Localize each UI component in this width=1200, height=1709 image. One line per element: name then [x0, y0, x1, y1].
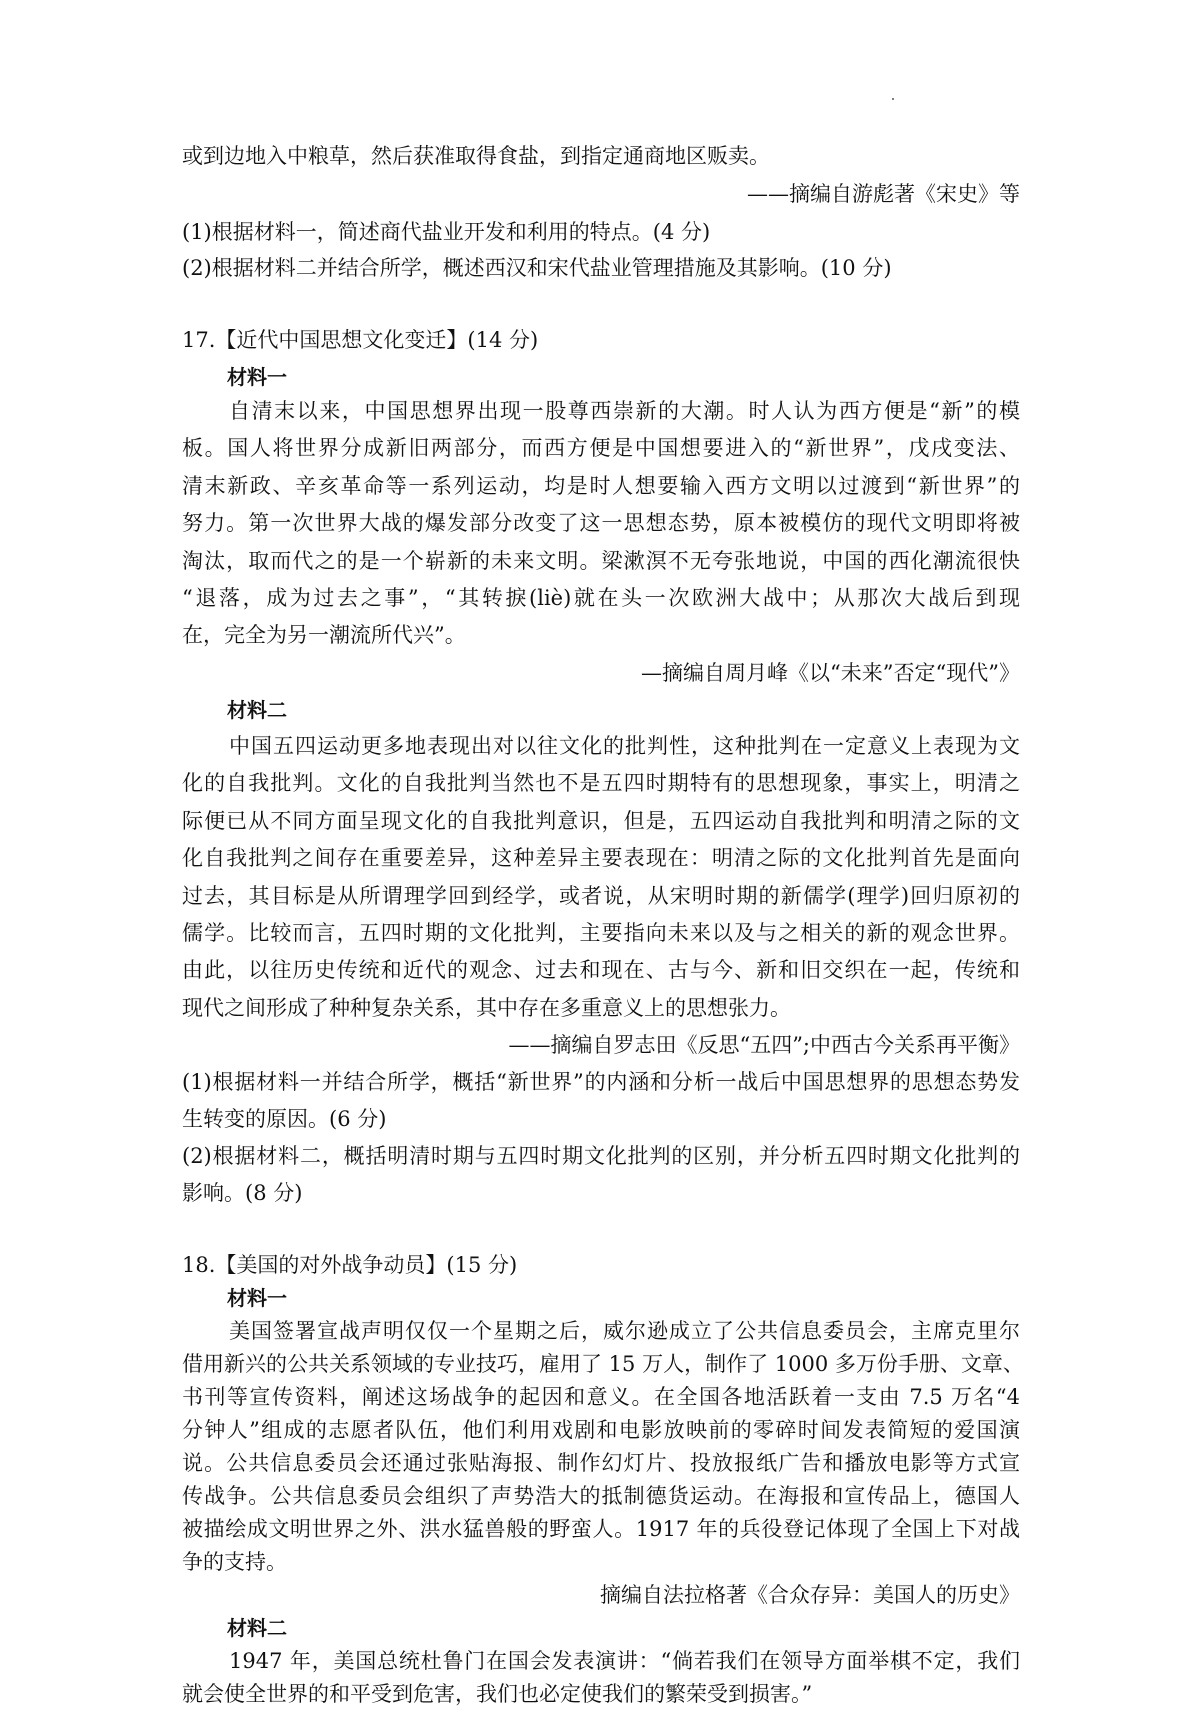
q17-m2-line: 化的自我批判。文化的自我批判当然也不是五四时期特有的思想现象，事实上，明清之 [182, 771, 1020, 795]
q16-question-2: (2)根据材料二并结合所学，概述西汉和宋代盐业管理措施及其影响。(10 分) [182, 256, 892, 280]
q16-question-1: (1)根据材料一，简述商代盐业开发和利用的特点。(4 分) [182, 220, 711, 244]
q17-m1-source: —摘编自周月峰《以“未来”否定“现代”》 [641, 661, 1020, 685]
q18-m1-line: 说。公共信息委员会还通过张贴海报、制作幻灯片、投放报纸广告和播放电影等方式宣 [182, 1451, 1020, 1475]
q18-m1-line: 传战争。公共信息委员会组织了声势浩大的抵制德货运动。在海报和宣传品上，德国人 [182, 1484, 1020, 1508]
q18-material-1-label: 材料一 [227, 1286, 287, 1310]
q17-m2-line: 儒学。比较而言，五四时期的文化批判，主要指向未来以及与之相关的新的观念世界。 [182, 921, 1020, 945]
q17-m1-line: “退落，成为过去之事”，“其转捩(liè)就在头一次欧洲大战中；从那次大战后到现 [182, 586, 1020, 610]
q17-question-2: 影响。(8 分) [182, 1181, 303, 1205]
scan-dot [892, 98, 894, 100]
q17-m1-line: 淘汰，取而代之的是一个崭新的未来文明。梁漱溟不无夸张地说，中国的西化潮流很快 [182, 549, 1020, 573]
q16-source: ——摘编自游彪著《宋史》等 [747, 182, 1020, 206]
q17-title: 17.【近代中国思想文化变迁】(14 分) [182, 328, 539, 352]
q18-material-2-label: 材料二 [227, 1616, 287, 1640]
q18-m1-line: 书刊等宣传资料，阐述这场战争的起因和意义。在全国各地活跃着一支由 7.5 万名“4 [182, 1385, 1020, 1409]
q17-m1-line: 清末新政、辛亥革命等一系列运动，均是时人想要输入西方文明以过渡到“新世界”的 [182, 474, 1020, 498]
q17-question-1: 生转变的原因。(6 分) [182, 1107, 387, 1131]
q17-m1-line: 努力。第一次世界大战的爆发部分改变了这一思想态势，原本被模仿的现代文明即将被 [182, 511, 1020, 535]
q17-m2-line: 现代之间形成了种种复杂关系，其中存在多重意义上的思想张力。 [182, 996, 791, 1020]
q17-m2-line: 中国五四运动更多地表现出对以往文化的批判性，这种批判在一定意义上表现为文 [229, 734, 1020, 758]
q18-m1-line: 争的支持。 [182, 1550, 287, 1574]
q18-m1-line: 借用新兴的公共关系领域的专业技巧，雇用了 15 万人，制作了 1000 多万份手册、文章、 [182, 1352, 1024, 1376]
q17-material-1-label: 材料一 [227, 365, 287, 389]
q17-m2-source: ——摘编自罗志田《反思“五四”;中西古今关系再平衡》 [508, 1033, 1020, 1057]
q18-m1-line: 美国签署宣战声明仅仅一个星期之后，威尔逊成立了公共信息委员会，主席克里尔 [229, 1319, 1020, 1343]
q17-question-1: (1)根据材料一并结合所学，概括“新世界”的内涵和分析一战后中国思想界的思想态势发 [182, 1070, 1020, 1094]
q17-m2-line: 化自我批判之间存在重要差异，这种差异主要表现在：明清之际的文化批判首先是面向 [182, 846, 1020, 870]
q17-m1-line: 在，完全为另一潮流所代兴”。 [182, 623, 466, 647]
q17-m1-line: 板。国人将世界分成新旧两部分，而西方便是中国想要进入的“新世界”，戊戌变法、 [182, 436, 1020, 460]
q18-m2-line: 1947 年，美国总统杜鲁门在国会发表演讲：“倘若我们在领导方面举棋不定，我们 [229, 1649, 1020, 1673]
q17-m2-line: 过去，其目标是从所谓理学回到经学，或者说，从宋明时期的新儒学(理学)回归原初的 [182, 884, 1020, 908]
q18-m1-line: 分钟人”组成的志愿者队伍，他们利用戏剧和电影放映前的零碎时间发表简短的爱国演 [182, 1418, 1020, 1442]
q18-m2-line: 就会使全世界的和平受到危害，我们也必定使我们的繁荣受到损害。” [182, 1682, 813, 1706]
q17-material-2-label: 材料二 [227, 698, 287, 722]
q17-m2-line: 际便已从不同方面呈现文化的自我批判意识，但是，五四运动自我批判和明清之际的文 [182, 809, 1020, 833]
q17-m1-line: 自清末以来，中国思想界出现一股尊西崇新的大潮。时人认为西方便是“新”的模 [229, 399, 1020, 423]
q17-question-2: (2)根据材料二，概括明清时期与五四时期文化批判的区别，并分析五四时期文化批判的 [182, 1144, 1020, 1168]
q18-m1-source: 摘编自法拉格著《合众存异：美国人的历史》 [600, 1583, 1020, 1607]
q17-m2-line: 由此，以往历史传统和近代的观念、过去和现在、古与今、新和旧交织在一起，传统和 [182, 958, 1020, 982]
q18-title: 18.【美国的对外战争动员】(15 分) [182, 1253, 518, 1277]
q16-material-continuation: 或到边地入中粮草，然后获准取得食盐，到指定通商地区贩卖。 [182, 144, 770, 168]
q18-m1-line: 被描绘成文明世界之外、洪水猛兽般的野蛮人。1917 年的兵役登记体现了全国上下对战 [182, 1517, 1020, 1541]
